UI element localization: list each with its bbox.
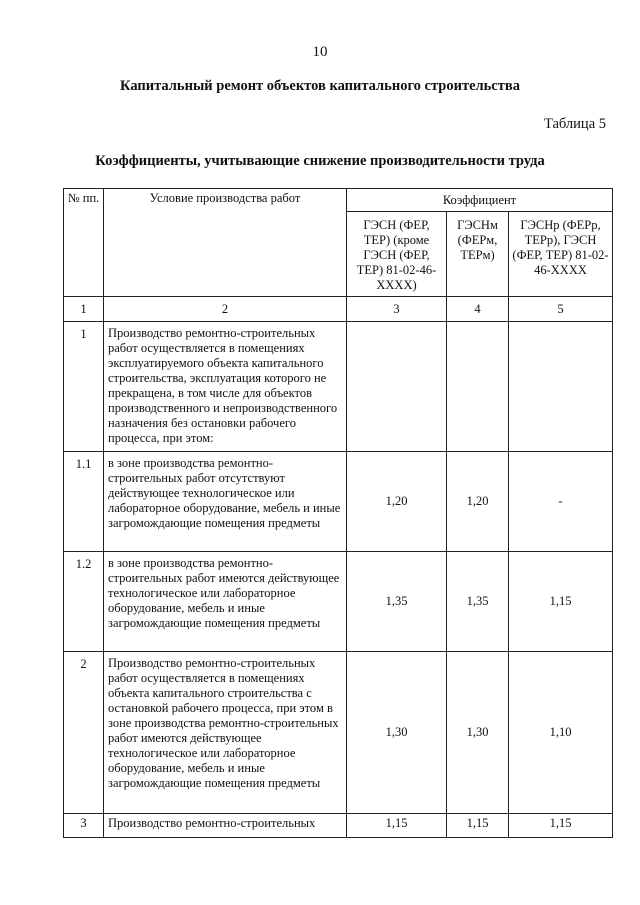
header-coefficient: Коэффициент [347,189,613,212]
table-row [64,322,613,452]
table-header-row [64,189,613,212]
row-value-gesn: 1,15 [347,814,447,838]
row-value-gesnr: 1,15 [509,814,613,838]
row-condition: Производство ремонтно-строительных работ осуществляется в помещениях эксплуатируемого объекта капитального строительства, эксплуатация которого не прекращена, в том числе для объектов производственного и непроизводственного назначения без остановки рабочего процесса, при этом: [104,322,347,452]
row-value-gesn: 1,35 [347,552,447,652]
row-value-gesnr: 1,15 [509,552,613,652]
column-number: 2 [104,297,347,322]
row-number: 1 [64,322,104,452]
row-number: 2 [64,652,104,814]
row-value-gesnr: - [509,452,613,552]
table-row [64,452,613,552]
row-condition: в зоне производства ремонтно-строительных работ имеются действующее технологическое или лабораторное оборудование, мебель и иные загромождающие помещения предметы [104,552,347,652]
row-number: 1.2 [64,552,104,652]
row-value-gesnm: 1,35 [447,552,509,652]
row-number: 3 [64,814,104,838]
header-col5: ГЭСНр (ФЕРр, ТЕРр), ГЭСН (ФЕР, ТЕР) 81-02-46-XXXX [509,212,613,297]
column-number-row [64,297,613,322]
row-value-gesn: 1,30 [347,652,447,814]
row-number: 1.1 [64,452,104,552]
column-number: 5 [509,297,613,322]
row-condition: Производство ремонтно-строительных [104,814,347,838]
header-col4: ГЭСНм (ФЕРм, ТЕРм) [447,212,509,297]
row-condition: в зоне производства ремонтно-строительных работ отсутствуют действующее технологическое или лабораторное оборудование, мебель и иные загромождающие помещения предметы [104,452,347,552]
row-value-gesnm [447,322,509,452]
row-condition: Производство ремонтно-строительных работ осуществляется в помещениях объекта капитального строительства с остановкой рабочего процесса, при этом в зоне производства ремонтно-строительных работ имеются действующее технологическое или лабораторное оборудование, мебель и иные загромождающие помещения предметы [104,652,347,814]
column-number: 4 [447,297,509,322]
table-row [64,814,613,838]
row-value-gesnm: 1,15 [447,814,509,838]
row-value-gesnm: 1,20 [447,452,509,552]
header-condition: Условие производства работ [104,189,347,297]
column-number: 3 [347,297,447,322]
column-number: 1 [64,297,104,322]
header-col3: ГЭСН (ФЕР, ТЕР) (кроме ГЭСН (ФЕР, ТЕР) 81-02-46-XXXX) [347,212,447,297]
coefficients-table [63,188,613,838]
table-label: Таблица 5 [543,116,606,132]
header-number: № пп. [64,189,104,297]
row-value-gesnm: 1,30 [447,652,509,814]
document-title: Капитальный ремонт объектов капитального строительства [120,78,520,94]
row-value-gesnr: 1,10 [509,652,613,814]
row-value-gesn [347,322,447,452]
row-value-gesnr [509,322,613,452]
table-row [64,552,613,652]
row-value-gesn: 1,20 [347,452,447,552]
page-number: 10 [312,44,328,60]
table-title: Коэффициенты, учитывающие снижение производительности труда [95,153,545,169]
table-row [64,652,613,814]
